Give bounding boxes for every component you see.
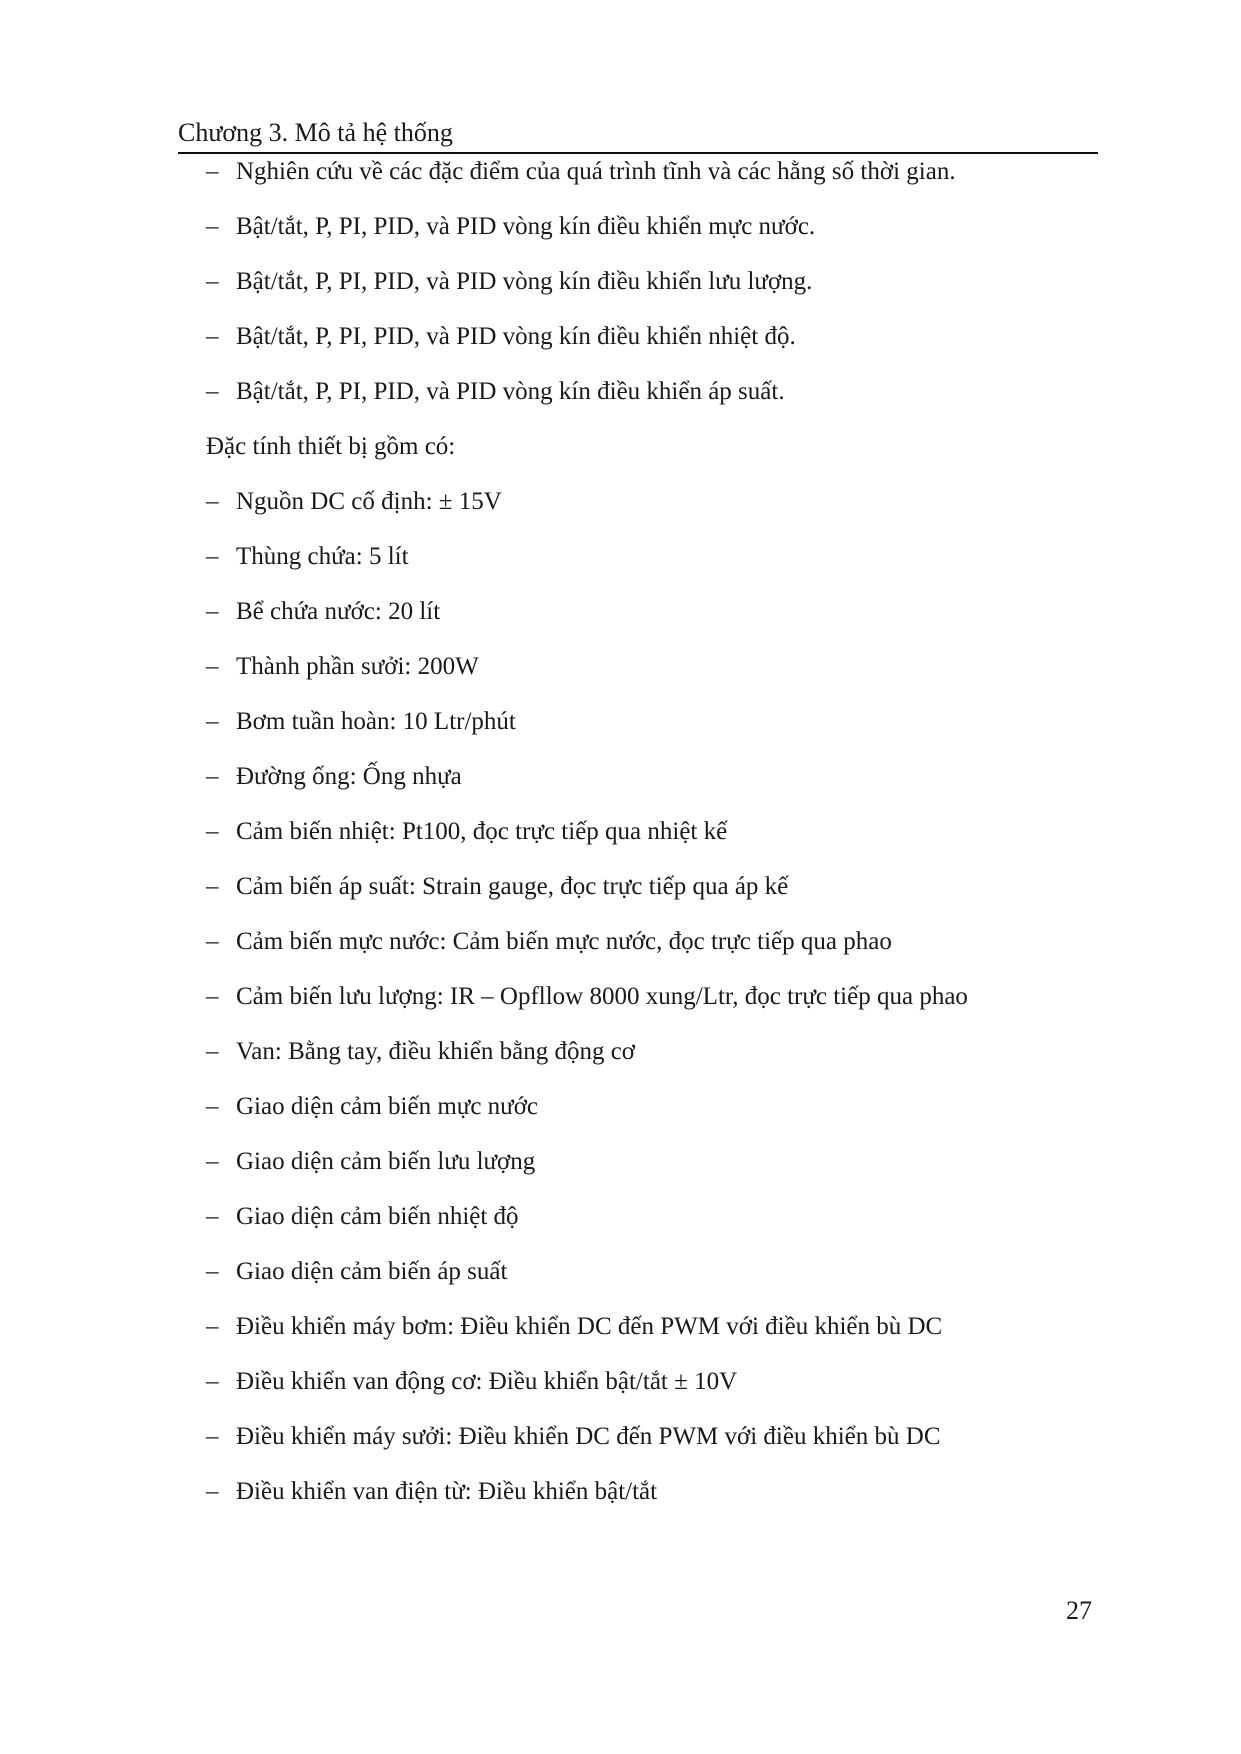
running-header — [178, 116, 1098, 154]
bullet-dash: – — [206, 1038, 219, 1065]
bullet-dash: – — [206, 1258, 219, 1285]
list-item-text: Nguồn DC cố định: ± 15V — [236, 488, 502, 515]
list-item-text: Thành phần sưởi: 200W — [236, 653, 479, 680]
list-item — [206, 704, 1086, 759]
bullet-dash: – — [206, 158, 219, 185]
list-item — [206, 319, 1086, 374]
bullet-dash: – — [206, 1313, 219, 1340]
page-body — [206, 154, 1086, 1529]
list-item-text: Thùng chứa: 5 lít — [236, 543, 409, 570]
list-item-text: Giao diện cảm biến áp suất — [236, 1258, 508, 1285]
list-item — [206, 759, 1086, 814]
bullet-dash: – — [206, 268, 219, 295]
list-item — [206, 814, 1086, 869]
list-item-text: Bơm tuần hoàn: 10 Ltr/phút — [236, 708, 516, 735]
list-item — [206, 154, 1086, 209]
page-number: 27 — [1066, 1596, 1092, 1625]
bullet-dash: – — [206, 983, 219, 1010]
list-item — [206, 1144, 1086, 1199]
list-item-text: Giao diện cảm biến mực nước — [236, 1093, 539, 1120]
list-item — [206, 594, 1086, 649]
paragraph — [206, 429, 1086, 484]
bullet-dash: – — [206, 708, 219, 735]
bullet-dash: – — [206, 1203, 219, 1230]
list-item — [206, 1419, 1086, 1474]
list-item-text: Giao diện cảm biến nhiệt độ — [236, 1203, 519, 1230]
bullet-dash: – — [206, 763, 219, 790]
chapter-title: Chương 3. Mô tả hệ thống — [178, 118, 453, 147]
list-item — [206, 1034, 1086, 1089]
bullet-dash: – — [206, 873, 219, 900]
list-item — [206, 1089, 1086, 1144]
list-item — [206, 1474, 1086, 1529]
list-item-text: Đường ống: Ống nhựa — [236, 763, 462, 790]
paragraph-text: Đặc tính thiết bị gồm có: — [206, 433, 456, 460]
bullet-dash: – — [206, 598, 219, 625]
list-item — [206, 1254, 1086, 1309]
bullet-dash: – — [206, 928, 219, 955]
bullet-dash: – — [206, 488, 219, 515]
list-item-text: Điều khiển van động cơ: Điều khiển bật/tắt ± 10V — [236, 1368, 738, 1395]
list-item-text: Cảm biến nhiệt: Pt100, đọc trực tiếp qua nhiệt kế — [236, 818, 728, 845]
list-item-text: Van: Bằng tay, điều khiển bằng động cơ — [236, 1038, 636, 1065]
bullet-dash: – — [206, 378, 219, 405]
bullet-dash: – — [206, 653, 219, 680]
list-item-text: Điều khiển van điện từ: Điều khiển bật/tắt — [236, 1478, 658, 1505]
list-item-text: Điều khiển máy bơm: Điều khiển DC đến PWM với điều khiển bù DC — [236, 1313, 943, 1340]
list-item — [206, 649, 1086, 704]
list-item-text: Bật/tắt, P, PI, PID, và PID vòng kín điều khiển lưu lượng. — [236, 268, 813, 295]
list-item-text: Bật/tắt, P, PI, PID, và PID vòng kín điều khiển áp suất. — [236, 378, 785, 405]
list-item — [206, 1364, 1086, 1419]
bullet-dash: – — [206, 1093, 219, 1120]
list-item-text: Bể chứa nước: 20 lít — [236, 598, 441, 625]
list-item — [206, 924, 1086, 979]
list-item-text: Giao diện cảm biến lưu lượng — [236, 1148, 536, 1175]
list-item — [206, 979, 1086, 1034]
bullet-dash: – — [206, 1423, 219, 1450]
list-item — [206, 209, 1086, 264]
list-item — [206, 484, 1086, 539]
list-item-text: Cảm biến lưu lượng: IR – Opfllow 8000 xung/Ltr, đọc trực tiếp qua phao — [236, 983, 968, 1010]
bullet-dash: – — [206, 1148, 219, 1175]
bullet-dash: – — [206, 1368, 219, 1395]
list-item — [206, 539, 1086, 594]
list-item-text: Bật/tắt, P, PI, PID, và PID vòng kín điều khiển mực nước. — [236, 213, 816, 240]
bullet-dash: – — [206, 543, 219, 570]
list-item — [206, 374, 1086, 429]
list-item — [206, 869, 1086, 924]
list-item-text: Cảm biến mực nước: Cảm biến mực nước, đọc trực tiếp qua phao — [236, 928, 892, 955]
bullet-dash: – — [206, 213, 219, 240]
list-item-text: Nghiên cứu về các đặc điểm của quá trình tĩnh và các hằng số thời gian. — [236, 158, 956, 185]
list-item — [206, 264, 1086, 319]
list-item-text: Cảm biến áp suất: Strain gauge, đọc trực tiếp qua áp kế — [236, 873, 789, 900]
bullet-dash: – — [206, 323, 219, 350]
list-item-text: Bật/tắt, P, PI, PID, và PID vòng kín điều khiển nhiệt độ. — [236, 323, 796, 350]
list-item-text: Điều khiển máy sưởi: Điều khiển DC đến PWM với điều khiển bù DC — [236, 1423, 941, 1450]
list-item — [206, 1309, 1086, 1364]
list-item — [206, 1199, 1086, 1254]
bullet-dash: – — [206, 818, 219, 845]
bullet-dash: – — [206, 1478, 219, 1505]
